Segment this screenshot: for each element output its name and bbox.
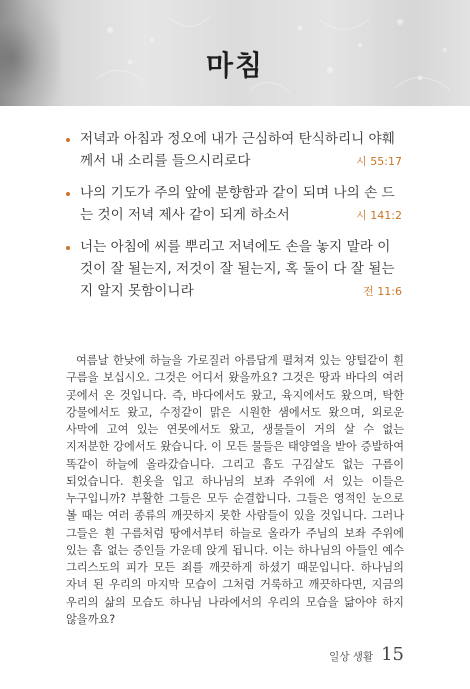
title-banner bbox=[0, 0, 470, 106]
bullet-dot-icon bbox=[66, 246, 70, 250]
section-name: 일상 생활 bbox=[329, 651, 374, 663]
scripture-list bbox=[66, 128, 402, 312]
bullet-dot-icon bbox=[66, 138, 70, 142]
page-footer bbox=[329, 644, 404, 665]
verse-reference: 시 141:2 bbox=[356, 209, 402, 222]
verse-text: 나의 기도가 주의 앞에 분향함과 같이 되며 나의 손 드는 것이 저녁 제사 같이 되게 하소서 bbox=[80, 185, 395, 223]
verse-text: 저녁과 아침과 정오에 내가 근심하여 탄식하리니 야훼께서 내 소리를 들으시리로다 bbox=[80, 131, 395, 169]
verse-text: 너는 아침에 씨를 뿌리고 저녁에도 손을 놓지 말라 이것이 잘 될는지, 저것이 잘 될는지, 혹 둘이 다 잘 될는지 알지 못함이니라 bbox=[80, 239, 395, 299]
verse-reference: 전 11:6 bbox=[363, 285, 402, 298]
page-title: 마침 bbox=[205, 49, 265, 82]
scripture-verse bbox=[66, 128, 402, 172]
meditation-paragraph: 여름날 한낮에 하늘을 가로질러 아름답게 펼쳐져 있는 양털같이 흰 구름을 보십시오. 그것은 어디서 왔을까요? 그것은 땅과 바다의 여러 곳에서 온 것입니다. 즉, 바다에서도 왔고, 육지에서도 왔으며, 탁한 강물에서도 왔고, 수정같이 맑은 시원한 샘에서도 왔으며, 외로운 사막에 고여 있는 연못에서도 왔고, 생물들이 거의 살 수 없는 지저분한 강에서도 왔습니다. 이 모든 물들은 태양열을 받아 증발하여 똑같이 하늘에 올라갔습니다. 그리고 흠도 구김살도 없는 구름이 되었습니다. 흰옷을 입고 하나님의 보좌 주위에 서 있는 이들은 누구입니까? 부활한 그들은 모두 순결합니다. 그들은 영적인 눈으로 볼 때는 여러 종류의 깨끗하지 못한 사람들이 있을 것입니다. 그러나 그들은 흰 구름처럼 땅에서부터 하늘로 올라가 주님의 보좌 주위에 있는 흠 없는 증인들 가운데 앉게 됩니다. 이는 하나님의 아들인 예수 그리스도의 피가 모든 죄를 깨끗하게 하셨기 때문입니다. 하나님의 자녀 된 우리의 마지막 모습이 그처럼 거룩하고 깨끗하다면, 지금의 우리의 삶의 모습도 하나님 나라에서의 우리의 모습을 닮아야 하지 않을까요? bbox=[66, 354, 404, 626]
page-number: 15 bbox=[381, 644, 404, 665]
verse-reference: 시 55:17 bbox=[356, 155, 402, 168]
bullet-dot-icon bbox=[66, 192, 70, 196]
scripture-verse bbox=[66, 182, 402, 226]
scripture-verse bbox=[66, 236, 402, 302]
